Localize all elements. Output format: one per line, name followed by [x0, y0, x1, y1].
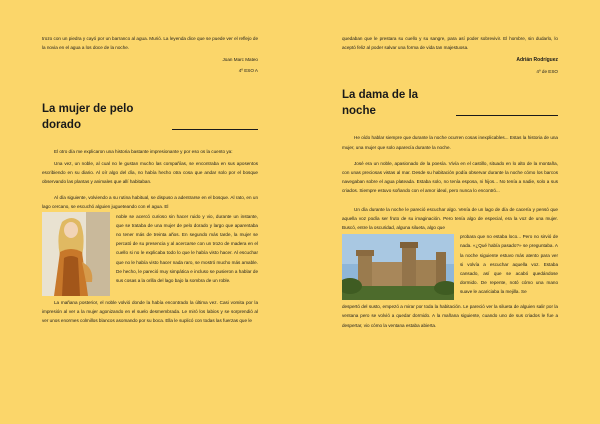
right-top-author: Adrián Rodríguez: [516, 57, 558, 64]
story-title-right-text: La dama de la noche: [342, 89, 419, 118]
left-paragraph-4: La mañana posterior, el noble volvió donde la había encontrado la última vez. Casi vomita por la impresión al ver a la mujer agonizando en el suelo desmembrada. Le miró los labios y se sorprendió al ver unos enormes colmillos blancos asomando por su boca. Ella le suplicó con todas las fuerzas que le: [42, 299, 258, 324]
right-paragraph-3b: probara que no estaba loco... Pero no sirvió de nada. «¿Qué había pasado?» se preguntaba. A la noche siguiente estuvo más atento para ver si volvía a escuchar aquella voz. Estaba cansado, así que se acabó quedándose dormido. De repente, notó cómo una mano suave le acariciaba la mejilla. Se: [460, 234, 558, 295]
golden-hair-woman-image: [42, 212, 110, 296]
left-paragraph-2: Una vez, un noble, al cual no le gustan mucho las compañías, se encontraba en sus aposentos escribiendo en su diario. Al oír algo del día, no había hecho otra cosa que andar solo por el bosque observando las plantas y animales que allí habitaban.: [42, 160, 258, 185]
left-paragraph-3a: Al día siguiente, volviendo a su rutina habitual, se dispuso a adentrarse en el bosque. Al rato, en un lago cercano, se escuchó alguien jugueteando con el agua. El: [42, 195, 258, 210]
right-paragraph-1: He oído hablar siempre que durante la noche ocurren cosas inexplicables... Estas la historia de una mujer, una mujer que solo aparecía durante la noche.: [342, 135, 558, 150]
title-underline: [172, 128, 258, 130]
left-top-class: 4º ESO A: [238, 68, 258, 74]
castle-image: [342, 234, 454, 300]
story-title-left: [42, 101, 258, 133]
left-top-paragraph: trozo con un piedra y cayó por un barranco al agua. Murió. La leyenda dice que se puede ver el reflejo de la novia en el agua a los doce de la noche.: [42, 36, 258, 51]
left-top-author: Joan Marc Mateo: [222, 57, 258, 63]
right-top-paragraph: quedaban que le prestara su cuello y su sangre, para así poder sobrevivir. El hombre, sin dudarlo, lo aceptó feliz al poder salvar una forma de vida tan majestuosa.: [342, 36, 558, 51]
right-paragraph-3a: Un día durante la noche le pareció escuchar algo. Venía de un lago de día de cacería y pensó que aquella voz podía ser fruto de su imaginación. Pero tenía algo de especial, era la voz de una mujer. Buscó, entre la oscuridad, alguna silueta, algo que: [342, 206, 558, 231]
right-top-class: 4º de ESO: [536, 69, 558, 75]
title-underline: [456, 114, 559, 116]
right-paragraph-4: despertó del susto, empezó a mirar por toda la habitación. Le pareció ver la silueta de alguien salir por la ventana pero se volvió a quedar dormido. A la mañana siguiente, cuando uno de sus criados le fue a despertar, vio cómo la ventana estaba abierta.: [342, 304, 558, 328]
left-paragraph-1: El otro día me explicaron una historia bastante impresionante y por eso os la cuento ya:: [54, 149, 233, 155]
right-paragraph-2: José era un noble, apasionado de la poesía. Vivía en el castillo, situado en lo alto de la montaña, con unas preciosas vistas al mar. Desde su habitación podía observar durante la noche cómo los barcos navegaban sobre el agua plateada. Estaba solo, no tenía esposa, ni hijos... No tenía a nadie, solo a sus criados. Siempre estuvo soñando con el amor ideal, pero nunca lo encontró...: [342, 160, 558, 194]
left-paragraph-3b: noble se acercó curioso sin hacer ruido y vio, durante un instante, que se trataba de una mujer de pelo dorado y largo que aparentaba no tener más de treinta años. En segundo más tarde, la mujer se percató de su presencia y al acercarse con un trozo de madera en el cuello si no le explicaba todo lo que le había visto hacer. Al escuchar que no le había visto hacer nada raro, se mostró mucho más amable. De hecho, le pareció muy simpática e incluso se pusieron a hablar de sus cosas a la orilla del lago bajo la sombra de un roble.: [116, 213, 258, 284]
story-title-right: [342, 87, 558, 119]
story-title-left-text: La mujer de pelo dorado: [42, 103, 134, 132]
right-page: [300, 0, 600, 424]
